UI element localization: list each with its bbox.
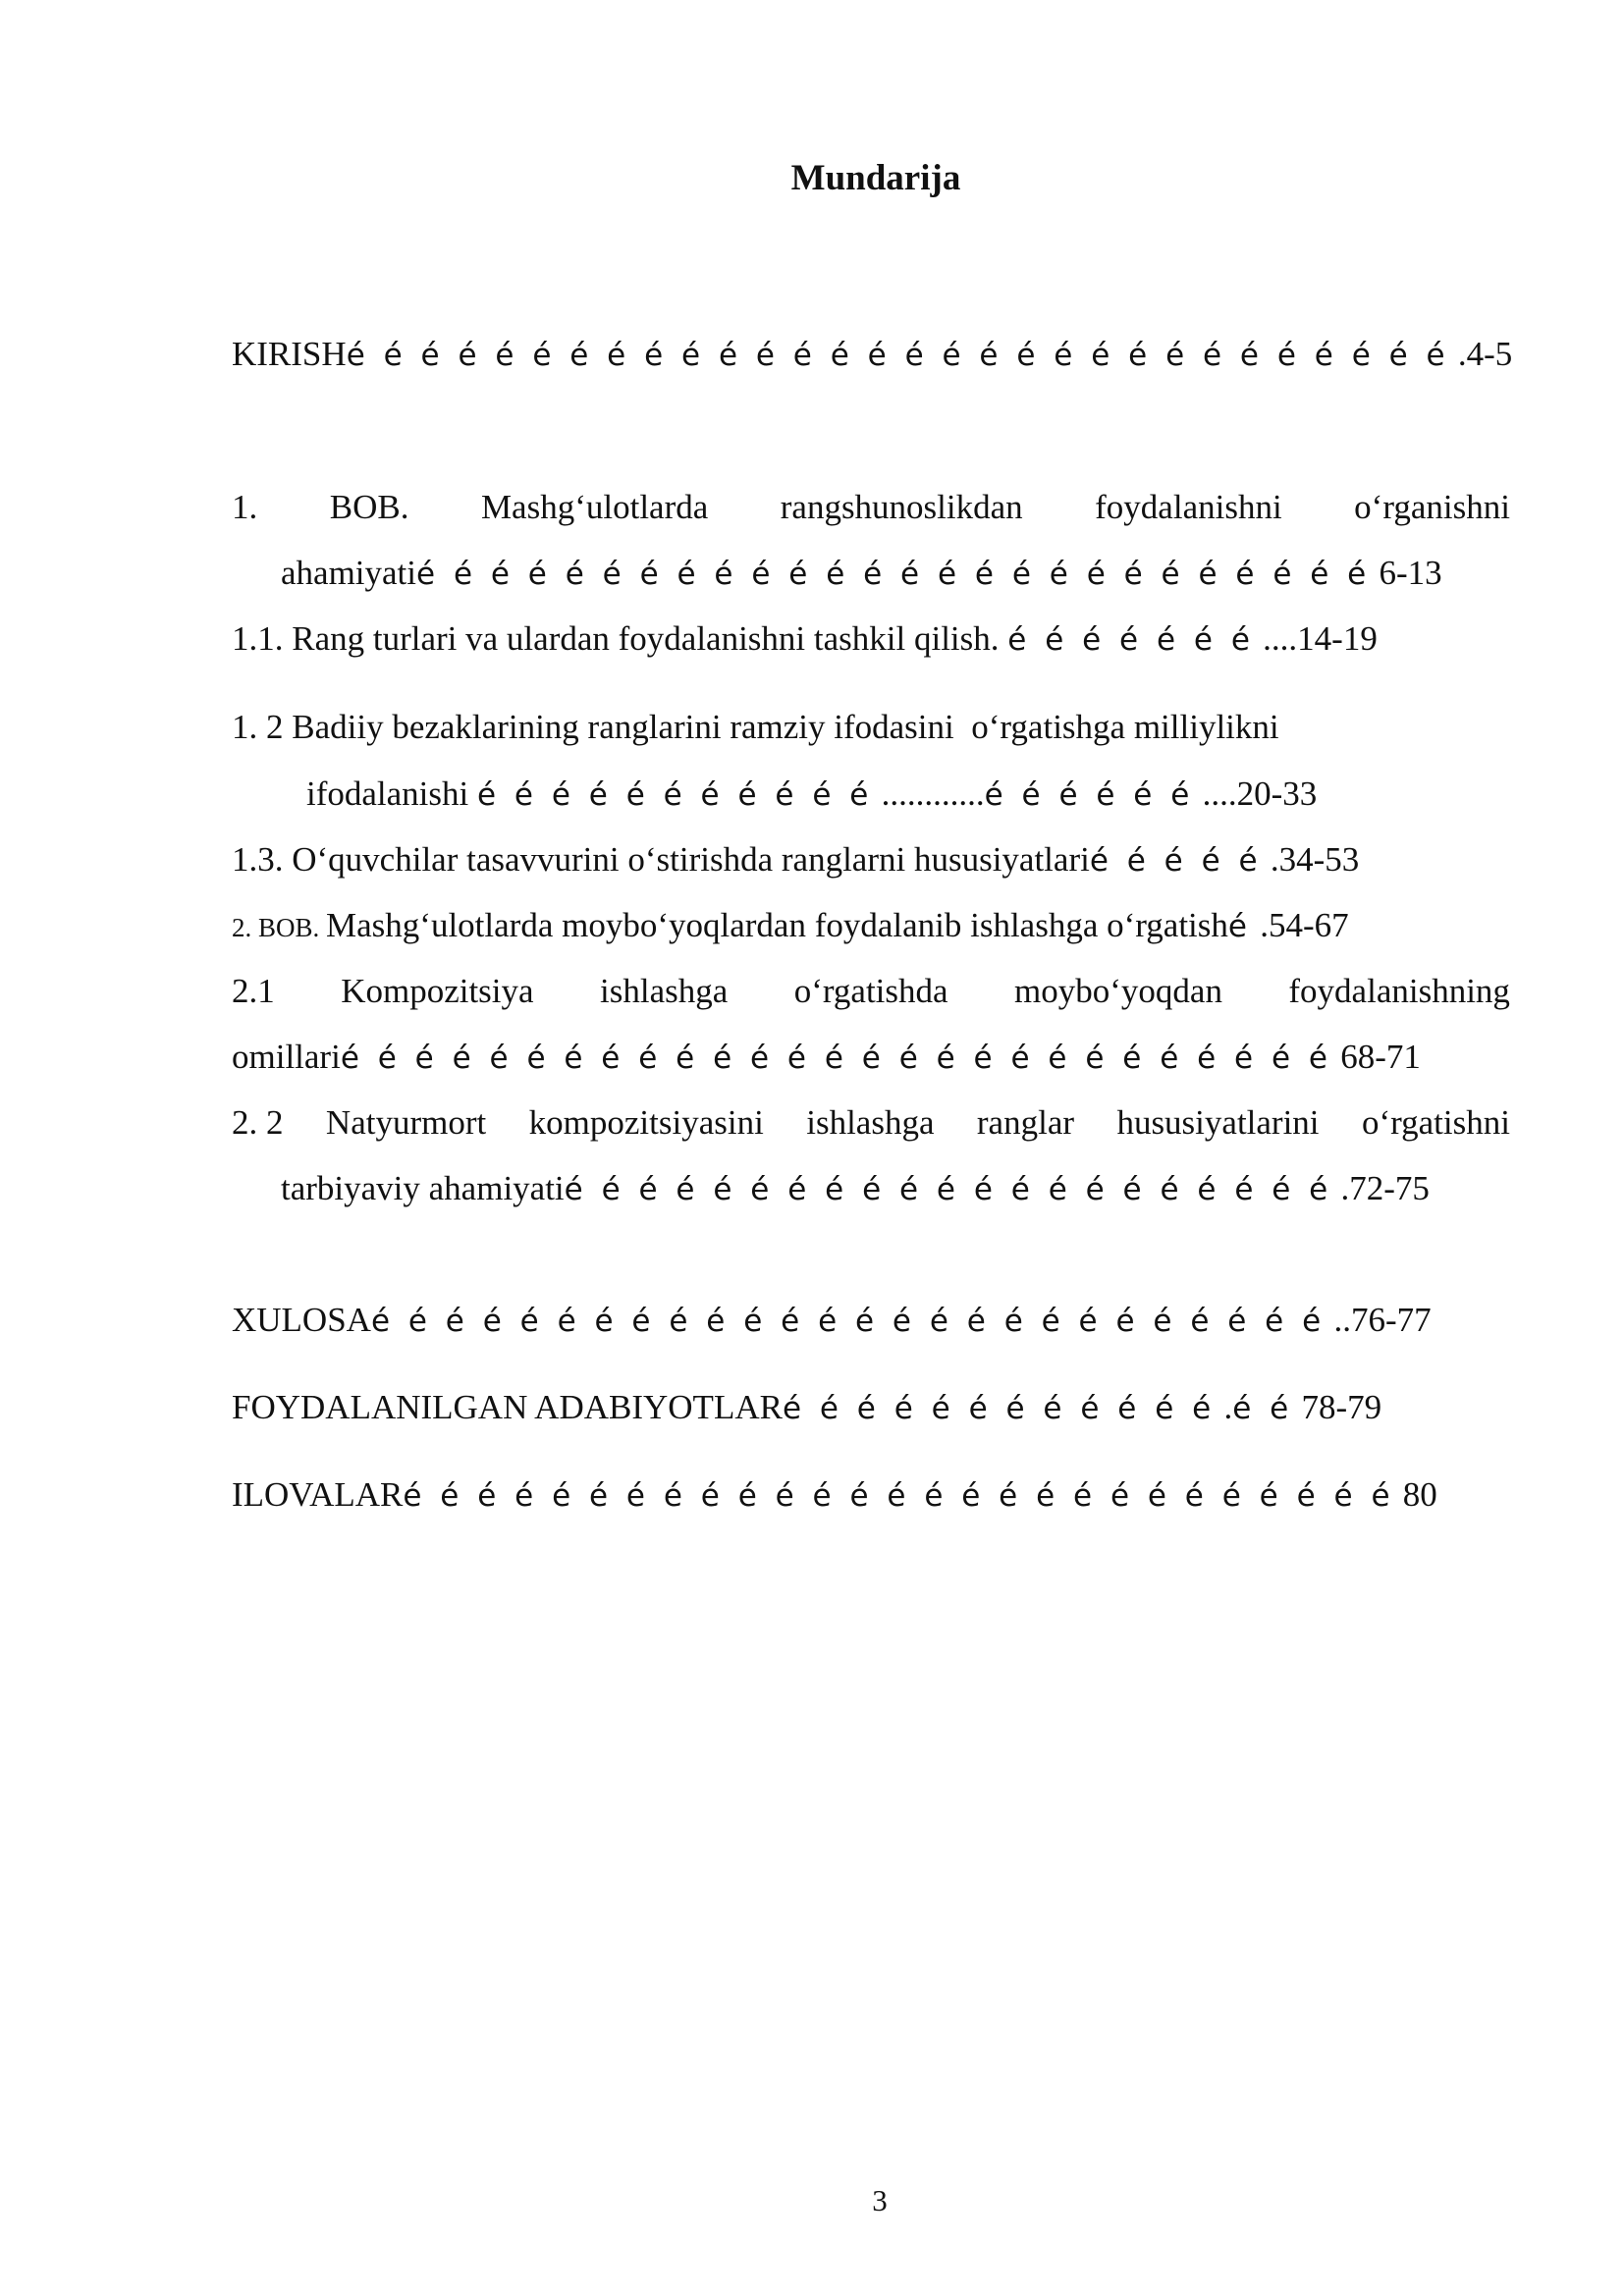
toc-entry-title: ahamiyati bbox=[281, 554, 417, 592]
toc-entry-kirish bbox=[232, 332, 1512, 377]
dot-leader: é é é é é bbox=[1089, 843, 1263, 879]
toc-entry-title: XULOSA bbox=[232, 1301, 371, 1339]
toc-page-range: .54-67 bbox=[1251, 906, 1349, 944]
toc-word: ishlashga bbox=[806, 1103, 935, 1142]
toc-entry-2-2 bbox=[232, 1100, 1510, 1146]
toc-entry-2-1 bbox=[232, 969, 1510, 1014]
toc-entry-1-1 bbox=[232, 616, 1378, 662]
dot-leader: é é bbox=[1232, 1391, 1293, 1426]
toc-page-range: 6-13 bbox=[1370, 554, 1442, 592]
dot-leader: é é é é é é bbox=[984, 777, 1194, 813]
toc-word: ranglar bbox=[976, 1103, 1075, 1142]
page-number: 3 bbox=[872, 2183, 888, 2217]
toc-entry-title: tarbiyaviy ahamiyati bbox=[281, 1169, 565, 1207]
toc-word: oʻrganishni bbox=[1354, 488, 1510, 526]
toc-page-range: 78-79 bbox=[1292, 1388, 1382, 1426]
toc-entry-title: 1. 2 Badiiy bezaklarining ranglarini ramziy ifodasini oʻrgatishga milliylikni bbox=[232, 708, 1279, 746]
toc-entry-1-2-continued bbox=[306, 772, 1317, 817]
toc-word: foydalanishni bbox=[1095, 488, 1282, 526]
toc-page-range: .72-75 bbox=[1331, 1169, 1430, 1207]
dot-leader: é é é é é é é é é é é é bbox=[782, 1391, 1216, 1426]
toc-page-range: 80 bbox=[1394, 1475, 1437, 1514]
toc-entry-title: ifodalanishi bbox=[306, 774, 477, 813]
dot-leader: é é é é é é é é é é é bbox=[477, 777, 873, 813]
toc-entry-title: ILOVALAR bbox=[232, 1475, 404, 1514]
toc-entry-bob2 bbox=[232, 903, 1349, 948]
dot-leader: é é é é é é é bbox=[1007, 622, 1255, 658]
toc-page-range: 68-71 bbox=[1331, 1038, 1421, 1076]
toc-word: 1. bbox=[232, 488, 258, 526]
toc-word: Mashgʻulotlarda bbox=[480, 488, 709, 526]
dot-leader: ............ bbox=[872, 774, 985, 813]
toc-word: oʻrgatishni bbox=[1361, 1103, 1510, 1142]
toc-word: Natyurmort bbox=[325, 1103, 487, 1142]
toc-page-range: ....20-33 bbox=[1193, 774, 1318, 813]
toc-entry-ilovalar bbox=[232, 1472, 1437, 1518]
toc-entry-1-2 bbox=[232, 705, 1279, 750]
toc-page-range: ..76-77 bbox=[1325, 1301, 1432, 1339]
toc-word: oʻrgatishda bbox=[793, 972, 948, 1010]
toc-word: kompozitsiyasini bbox=[528, 1103, 764, 1142]
toc-entry-xulosa bbox=[232, 1298, 1432, 1343]
toc-word: foydalanishning bbox=[1288, 972, 1510, 1010]
toc-entry-prefix: 2. BOB. bbox=[232, 913, 327, 942]
toc-entry-title: Mashgʻulotlarda moyboʻyoqlardan foydalanib ishlashga oʻrgatish bbox=[326, 906, 1228, 944]
toc-entry-title: KIRISH bbox=[232, 335, 347, 373]
toc-entry-title: omillari bbox=[232, 1038, 341, 1076]
toc-entry-2-2-continued bbox=[281, 1166, 1430, 1211]
toc-word: BOB. bbox=[329, 488, 409, 526]
toc-entry-1-3 bbox=[232, 837, 1359, 882]
toc-page-range: .34-53 bbox=[1262, 840, 1360, 879]
page-title: Mundarija bbox=[790, 158, 961, 198]
toc-page-range: ....14-19 bbox=[1254, 619, 1378, 658]
toc-word: Kompozitsiya bbox=[341, 972, 534, 1010]
toc-entry-2-1-continued bbox=[232, 1035, 1421, 1080]
toc-word: moyboʻyoqdan bbox=[1014, 972, 1222, 1010]
toc-entry-title: 1.3. Oʻquvchilar tasavvurini oʻstirishda ranglarni hususiyatlari bbox=[232, 840, 1090, 879]
toc-word: rangshunoslikdan bbox=[780, 488, 1023, 526]
toc-entry-adabiyotlar bbox=[232, 1385, 1381, 1430]
dot-leader: é bbox=[1227, 909, 1252, 944]
toc-entry-title: FOYDALANILGAN ADABIYOTLAR bbox=[232, 1388, 783, 1426]
toc-word: 2.1 bbox=[232, 972, 275, 1010]
dot-leader: é é é é é é é é é é é é é é é é é é é é é é é é é é bbox=[370, 1304, 1326, 1339]
dot-leader: é é é é é é é é é é é é é é é é é é é é é é é é é é é bbox=[403, 1478, 1395, 1514]
dot-leader: é é é é é é é é é é é é é é é é é é é é é é é é é é bbox=[416, 557, 1371, 592]
toc-entry-bob1 bbox=[232, 485, 1510, 530]
toc-word: hususiyatlarini bbox=[1116, 1103, 1320, 1142]
dot-leader: . bbox=[1215, 1388, 1233, 1426]
dot-leader: é é é é é é é é é é é é é é é é é é é é é bbox=[564, 1172, 1332, 1207]
dot-leader: é é é é é é é é é é é é é é é é é é é é é é é é é é é bbox=[340, 1041, 1332, 1076]
toc-word: ishlashga bbox=[600, 972, 729, 1010]
toc-entry-bob1-continued bbox=[281, 551, 1442, 596]
toc-entry-title: 1.1. Rang turlari va ulardan foydalanishni tashkil qilish. bbox=[232, 619, 1008, 658]
dot-leader: é é é é é é é é é é é é é é é é é é é é é é é é é é é é é é bbox=[346, 338, 1450, 373]
toc-page-range: .4-5 bbox=[1449, 335, 1513, 373]
toc-word: 2. 2 bbox=[232, 1103, 284, 1142]
